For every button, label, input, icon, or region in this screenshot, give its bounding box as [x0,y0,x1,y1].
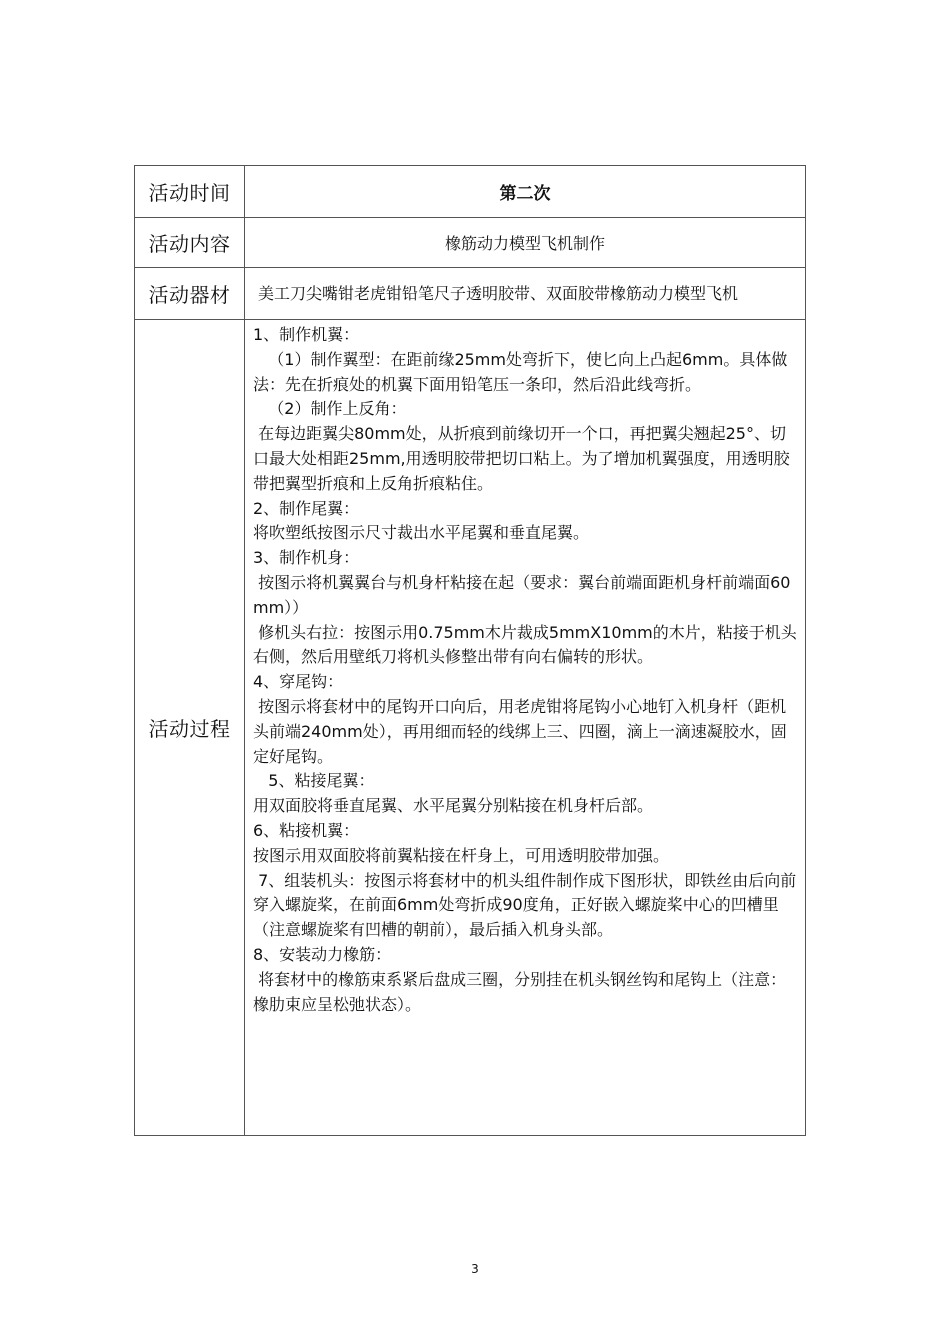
material-label: 活动器材 [135,268,245,320]
process-line: 5、粘接尾翼： [253,771,375,791]
process-line: 4、穿尾钩： [253,672,344,692]
table-row-material [135,268,806,320]
activity-table [134,165,806,1136]
time-label: 活动时间 [135,166,245,218]
process-line: 修机头右拉：按图示用0.75mm木片裁成5mmX10mm的木片，粘接于机头右侧，然后用壁纸刀将机头修整出带有向右偏转的形状。 [253,622,797,667]
process-line: 将套材中的橡筋束系紧后盘成三圈，分别挂在机头钢丝钩和尾钩上（注意：橡肋束应呈松弛状态）。 [253,969,787,1014]
process-line: 3、制作机身： [253,548,360,568]
page-number: 3 [471,1262,479,1276]
process-line: 2、制作尾翼： [253,498,360,518]
process-line: 按图示将套材中的尾钩开口向后，用老虎钳将尾钩小心地钉入机身杆（距机头前端240mm处），再用细而轻的线绑上三、四圈，滴上一滴速凝胶水，固定好尾钩。 [253,696,787,766]
process-line: 将吹塑纸按图示尺寸裁出水平尾翼和垂直尾翼。 [253,523,590,543]
table-row-time [135,166,806,218]
process-value [245,320,806,1136]
process-line: 按图示用双面胶将前翼粘接在杆身上，可用透明胶带加强。 [253,845,670,865]
process-line: 7、组装机头：按图示将套材中的机头组件制作成下图形状，即铁丝由后向前穿入螺旋桨，在前面6mm处弯折成90度角，正好嵌入螺旋桨中心的凹槽里（注意螺旋桨有凹槽的朝前），最后插入机身头部。 [253,870,797,940]
process-label: 活动过程 [135,320,245,1136]
table-row-content [135,218,806,268]
process-line: 用双面胶将垂直尾翼、水平尾翼分别粘接在机身杆后部。 [253,796,654,816]
content-value: 橡筋动力模型飞机制作 [245,218,806,268]
process-line: （2）制作上反角： [253,399,407,419]
material-value: 美工刀尖嘴钳老虎钳铅笔尺子透明胶带、双面胶带橡筋动力模型飞机 [245,268,806,320]
table-row-process [135,320,806,1136]
process-line: 按图示将机翼翼台与机身杆粘接在起（要求：翼台前端面距机身杆前端面60mm）） [253,572,791,617]
content-label: 活动内容 [135,218,245,268]
process-line: 8、安装动力橡筋： [253,944,392,964]
process-line: 1、制作机翼： [253,325,360,344]
process-line: （1）制作翼型：在距前缘25mm处弯折下，使匕向上凸起6mm。具体做法：先在折痕处的机翼下面用铅笔压一条印，然后沿此线弯折。 [253,349,788,394]
process-line: 6、粘接机翼： [253,820,360,840]
time-value: 第二次 [245,166,806,218]
process-line: 在每边距翼尖80mm处，从折痕到前缘切开一个口，再把翼尖翘起25°、切口最大处相距25mm,用透明胶带把切口粘上。为了增加机翼强度，用透明胶带把翼型折痕和上反角折痕粘住。 [253,424,790,493]
